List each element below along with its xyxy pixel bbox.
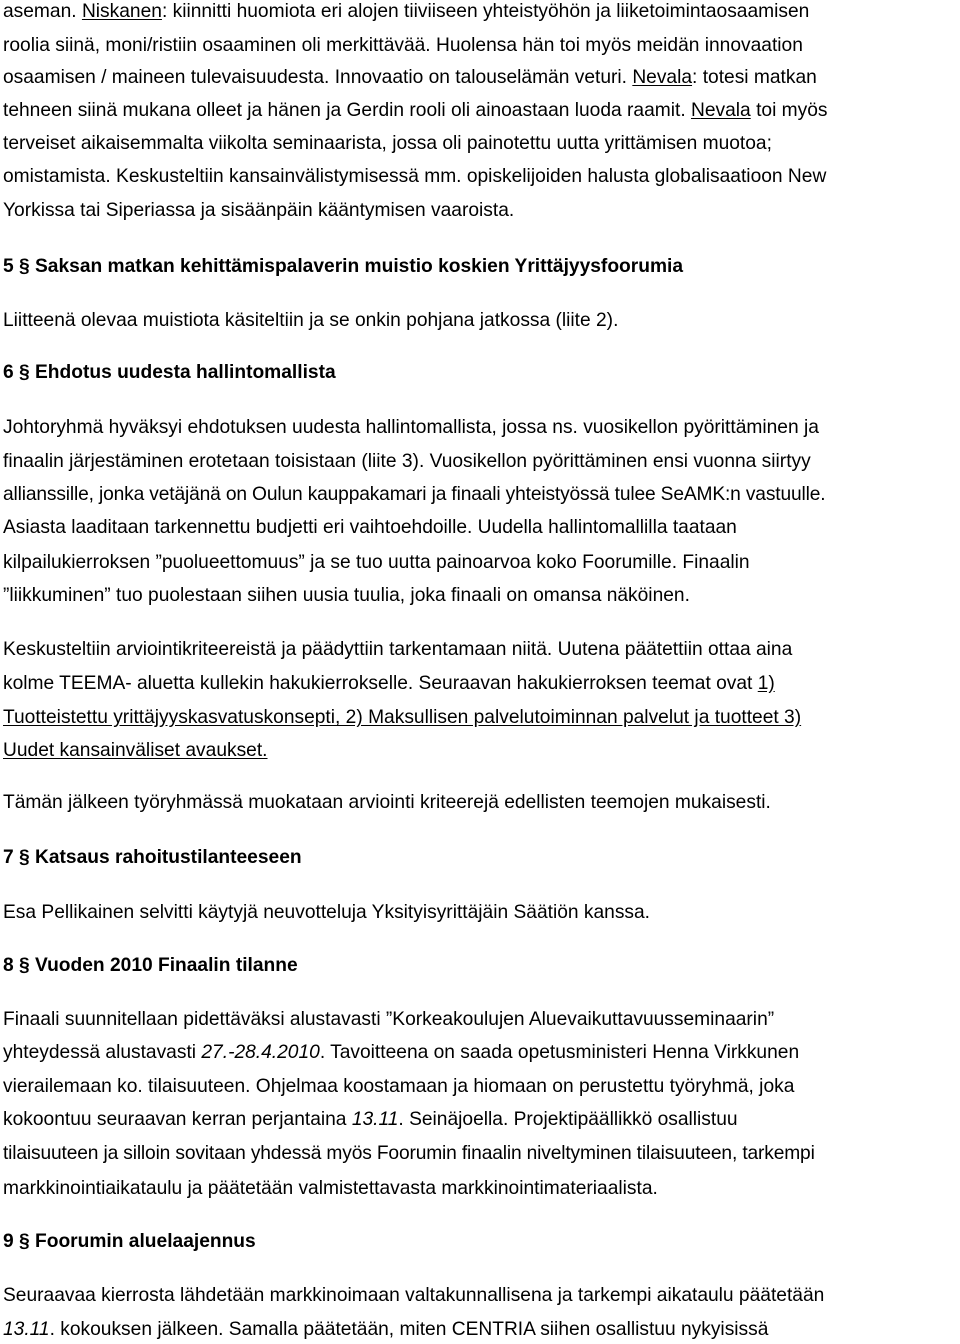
section-6-line-8: kolme TEEMA- aluetta kullekin hakukierrokselle. Seuraavan hakukierroksen teemat ovat 1) — [3, 673, 775, 694]
section-6-line-7: Keskusteltiin arviointikriteereistä ja päädyttiin tarkentamaan niitä. Uutena päätettiin ottaa aina — [3, 639, 793, 660]
section-9-line-2: 13.11. kokouksen jälkeen. Samalla päätetään, miten CENTRIA siihen osallistuu nykyisissä — [3, 1319, 769, 1340]
section-5-heading: 5 § Saksan matkan kehittämispalaverin muistio koskien Yrittäjyysfoorumia — [3, 256, 684, 277]
section-6-themes-line: Tuotteistettu yrittäjyyskasvatuskonsepti, 2) Maksullisen palvelutoiminnan palvelut ja tuotteet 3) — [3, 707, 802, 728]
section-8-line-4: kokoontuu seuraavan kerran perjantaina 13.11. Seinäjoella. Projektipäällikkö osallistuu — [3, 1109, 738, 1130]
person-name-nevala: Nevala — [632, 67, 693, 88]
section-8-heading: 8 § Vuoden 2010 Finaalin tilanne — [3, 955, 298, 976]
intro-line-1: aseman. Niskanen: kiinnitti huomiota eri alojen tiiviiseen yhteistyöhön ja liiketoimintaosaamisen — [3, 1, 810, 22]
section-7-paragraph: Esa Pellikainen selvitti käytyjä neuvotteluja Yksityisyrittäjäin Säätiön kanssa. — [3, 902, 651, 923]
section-9-heading: 9 § Foorumin aluelaajennus — [3, 1231, 256, 1252]
section-8-line-1: Finaali suunnitellaan pidettäväksi alustavasti ”Korkeakoulujen Aluevaikuttavuusseminaarin” — [3, 1009, 775, 1030]
section-7-heading: 7 § Katsaus rahoitustilanteeseen — [3, 847, 302, 868]
section-6-line-11: Tämän jälkeen työryhmässä muokataan arviointi kriteerejä edellisten teemojen mukaisesti. — [3, 792, 771, 813]
intro-line-4: tehneen siinä mukana olleet ja hänen ja Gerdin rooli oli ainoastaan luoda raamit. Nevala toi myös — [3, 100, 828, 121]
intro-line-6: omistamista. Keskusteltiin kansainvälistymisessä mm. opiskelijoiden halusta globalisaatioon New — [3, 166, 827, 187]
section-9-line-1: Seuraavaa kierrosta lähdetään markkinoimaan valtakunnallisena ja tarkempi aikataulu päätetään — [3, 1285, 825, 1306]
section-8-line-5: tilaisuuteen ja silloin sovitaan yhdessä myös Foorumin finaalin niveltyminen tilaisuuteen, tarkempi — [3, 1143, 815, 1164]
section-6-line-2: finaalin järjestäminen erotetaan toisistaan (liite 3). Vuosikellon pyörittäminen ensi vuonna siirtyy — [3, 451, 811, 472]
section-6-heading: 6 § Ehdotus uudesta hallintomallista — [3, 362, 336, 383]
section-6-line-5: kilpailukierroksen ”puolueettomuus” ja se tuo uutta painoarvoa koko Foorumille. Finaalin — [3, 552, 750, 573]
section-8-line-2: yhteydessä alustavasti 27.-28.4.2010. Tavoitteena on saada opetusministeri Henna Virkkunen — [3, 1042, 800, 1063]
person-name-niskanen: Niskanen — [81, 1, 162, 22]
intro-line-2: roolia siinä, moni/ristiin osaaminen oli merkittävää. Huolensa hän toi myös meidän innovaation — [3, 35, 803, 56]
meeting-date: 13.11 — [351, 1109, 399, 1130]
theme-list-start: 1) — [757, 673, 775, 694]
intro-line-3: osaamisen / maineen tulevaisuudesta. Innovaatio on talouselämän veturi. Nevala: totesi matkan — [3, 67, 817, 88]
section-6-line-6: ”liikkuminen” tuo puolestaan siihen uusia tuulia, joka finaali on omansa näköinen. — [3, 585, 690, 606]
meeting-date-2: 13.11 — [3, 1319, 50, 1340]
section-6-line-1: Johtoryhmä hyväksyi ehdotuksen uudesta hallintomallista, jossa ns. vuosikellon pyörittäminen ja — [3, 417, 819, 438]
section-8-line-6: markkinointiaikataulu ja päätetään valmistettavasta markkinointimateriaalista. — [3, 1178, 658, 1199]
section-6-themes-end: Uudet kansainväliset avaukset. — [3, 740, 268, 761]
section-8-line-3: vierailemaan ko. tilaisuuteen. Ohjelmaa koostamaan ja hiomaan on perustettu työryhmä, joka — [3, 1076, 795, 1097]
intro-line-5: terveiset aikaisemmalta viikolta seminaarista, jossa oli painotettu uutta yrittämisen muotoa; — [3, 133, 772, 154]
person-name-nevala-2: Nevala — [691, 100, 751, 121]
section-6-line-4: Asiasta laaditaan tarkennettu budjetti eri vaihtoehdoille. Uudella hallintomallilla taataan — [3, 517, 737, 538]
event-date: 27.-28.4.2010 — [201, 1042, 320, 1063]
section-5-paragraph: Liitteenä olevaa muistiota käsiteltiin ja se onkin pohjana jatkossa (liite 2). — [3, 310, 619, 331]
intro-line-7: Yorkissa tai Siperiassa ja sisäänpäin kääntymisen vaaroista. — [3, 200, 515, 221]
section-6-line-3: allianssille, jonka vetäjänä on Oulun kauppakamari ja finaali yhteistyössä tulee SeAMK:n vastuulle. — [3, 484, 826, 505]
